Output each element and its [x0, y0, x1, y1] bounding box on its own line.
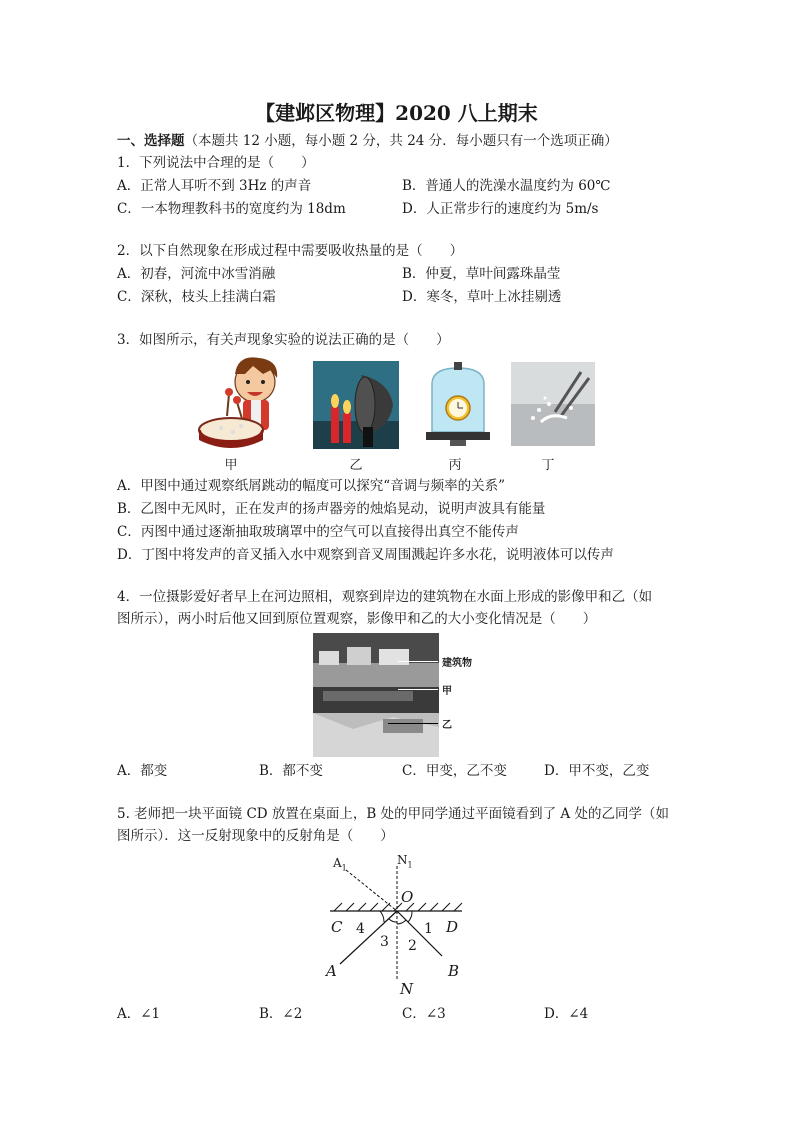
diagram-label-angle-2: 2 — [408, 938, 417, 954]
diagram-label-n1: $N_1$ — [397, 853, 413, 870]
diagram-label-b: B — [448, 962, 460, 980]
diagram-label-o: O — [401, 888, 414, 906]
diagram-label-d: D — [446, 918, 459, 936]
q2-option-c: C．深秋，枝头上挂满白霜 — [117, 289, 276, 305]
q4-option-b: B．都不变 — [259, 763, 323, 779]
diagram-label-angle-4: 4 — [356, 921, 365, 937]
q3-option-a: A．甲图中通过观察纸屑跳动的幅度可以探究“音调与频率的关系” — [117, 478, 506, 494]
tuning-fork-water-figure — [511, 362, 595, 446]
photo-label-jia: 甲 — [442, 686, 452, 697]
q5-option-c: C．∠3 — [402, 1006, 446, 1022]
diagram-label-a: A — [326, 962, 337, 980]
photo-label-yi: 乙 — [442, 720, 452, 731]
page-title: 【建邺区物理】2020 八上期末 — [255, 101, 538, 125]
q3-option-c: C．丙图中通过逐渐抽取玻璃罩中的空气可以直接得出真空不能传声 — [117, 524, 519, 540]
building-pointer-line — [398, 661, 438, 662]
diagram-label-a1: $A_1$ — [333, 856, 347, 873]
q1-option-c: C．一本物理教科书的宽度约为 18dm — [117, 201, 346, 217]
photo-label-building: 建筑物 — [442, 658, 472, 669]
q2-option-d: D．寒冬，草叶上冰挂剔透 — [402, 289, 562, 305]
q5-option-a: A．∠1 — [117, 1006, 161, 1022]
section-description: （本题共 12 小题，每小题 2 分，共 24 分．每小题只有一个选项正确） — [184, 133, 618, 149]
q5-stem-line1: 5. 老师把一块平面镜 CD 放置在桌面上，B 处的甲同学通过平面镜看到了 A 处的乙同学（如 — [117, 806, 669, 822]
speaker-candle-figure — [313, 361, 399, 449]
q1-option-b: B．普通人的洗澡水温度约为 60℃ — [402, 178, 611, 194]
q3-caption-ding: 丁 — [541, 458, 555, 473]
diagram-label-angle-3: 3 — [380, 934, 389, 950]
q3-option-b: B．乙图中无风时，正在发声的扬声器旁的烛焰晃动，说明声波具有能量 — [117, 501, 546, 517]
diagram-label-angle-1: 1 — [424, 921, 433, 937]
q3-stem: 3．如图所示，有关声现象实验的说法正确的是（ ） — [117, 332, 450, 348]
q2-option-a: A．初春，河流中冰雪消融 — [117, 266, 276, 282]
diagram-label-c: C — [331, 918, 343, 936]
q3-caption-jia: 甲 — [224, 458, 238, 473]
q1-stem: 1．下列说法中合理的是（ ） — [117, 155, 315, 171]
q5-option-d: D．∠4 — [544, 1006, 589, 1022]
q4-option-a: A．都变 — [117, 763, 168, 779]
yi-pointer-line — [388, 723, 438, 724]
q4-option-c: C．甲变，乙不变 — [402, 763, 507, 779]
bell-jar-figure — [424, 362, 492, 446]
river-reflection-photo — [313, 633, 439, 757]
q4-stem-line2: 图所示），两小时后他又回到原位置观察，影像甲和乙的大小变化情况是（ ） — [117, 611, 597, 627]
section-heading — [117, 132, 618, 150]
q2-option-b: B．仲夏，草叶间露珠晶莹 — [402, 266, 561, 282]
q3-caption-yi: 乙 — [349, 458, 363, 473]
q5-option-b: B．∠2 — [259, 1006, 303, 1022]
diagram-label-n: N — [400, 980, 414, 998]
q5-stem-line2: 图所示）．这一反射现象中的反射角是（ ） — [117, 828, 394, 844]
q3-caption-bing: 丙 — [448, 458, 462, 473]
section-label: 一、选择题 — [117, 133, 185, 149]
q1-option-a: A．正常人耳听不到 3Hz 的声音 — [117, 178, 312, 194]
q2-stem: 2．以下自然现象在形成过程中需要吸收热量的是（ ） — [117, 243, 464, 259]
q4-option-d: D．甲不变，乙变 — [544, 763, 650, 779]
q1-option-d: D．人正常步行的速度约为 5m/s — [402, 201, 599, 217]
q3-option-d: D．丁图中将发声的音叉插入水中观察到音叉周围溅起许多水花，说明液体可以传声 — [117, 547, 614, 563]
jia-pointer-line — [398, 689, 438, 690]
q4-stem-line1: 4．一位摄影爱好者早上在河边照相，观察到岸边的建筑物在水面上形成的影像甲和乙（如 — [117, 589, 653, 605]
drum-boy-figure — [193, 352, 285, 452]
